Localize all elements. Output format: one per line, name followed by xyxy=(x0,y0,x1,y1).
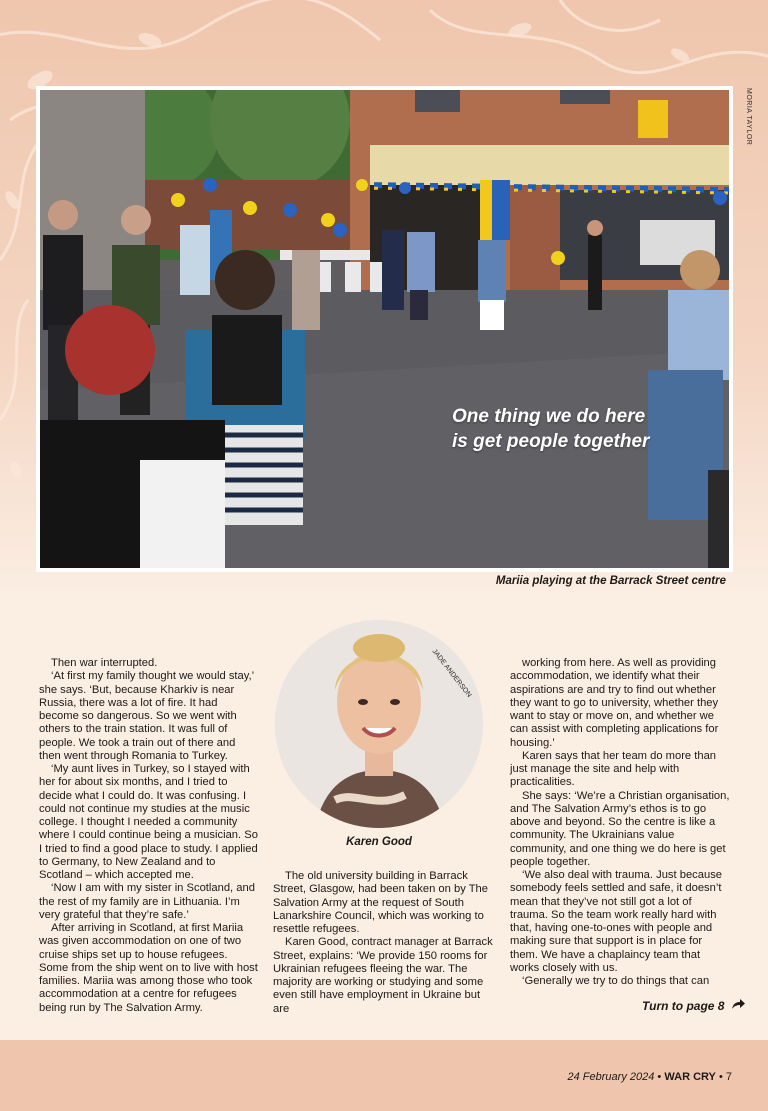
paragraph: Karen Good, contract manager at Barrack Street, explains: ‘We provide 150 rooms for Ukrainian refugees fleeing the war. The majority are working or studying and some even still have employment in Ukraine but are xyxy=(273,936,493,1015)
curved-arrow-icon xyxy=(731,999,745,1013)
feature-photo-frame xyxy=(36,86,733,572)
turn-page-label: Turn to page 8 xyxy=(642,999,725,1013)
paragraph: Karen says that her team do more than just manage the site and help with practicalities. xyxy=(510,749,717,789)
paragraph: The old university building in Barrack Street, Glasgow, had been taken on by The Salvation Army at the request of South Lanarkshire Council, which was working to resettle refugees. xyxy=(273,870,488,935)
article-column-3 xyxy=(510,657,732,988)
paragraph: After arriving in Scotland, at first Mariia was given accommodation on one of two cruise ships set up to house refugees. Some from the ship went on to live with host families. Mariia was among those who took accommodation at a centre for refugees being run by The Salvation Army. xyxy=(39,922,258,1014)
paragraph: ‘Generally we try to do things that can xyxy=(522,975,710,987)
publication-name: WAR CRY xyxy=(664,1071,716,1083)
paragraph: Then war interrupted. xyxy=(51,657,158,669)
paragraph: ‘We also deal with trauma. Just because somebody feels settled and safe, it doesn’t mean that they’ve not still got a lot of trauma. So the team work really hard with that, having one-to-ones with people and making sure that support is in place for them. We have a chaplaincy team that works closely with us. xyxy=(510,869,723,974)
pull-quote: One thing we do here is get people together xyxy=(452,406,650,452)
turn-page-link[interactable] xyxy=(642,999,745,1013)
page-number: 7 xyxy=(725,1071,732,1083)
footer-separator: • xyxy=(718,1071,723,1083)
feature-photo xyxy=(40,90,729,568)
page-footer xyxy=(568,1071,732,1083)
article-column-2 xyxy=(273,870,495,1016)
portrait-photo xyxy=(275,620,483,828)
paragraph: ‘At first my family thought we would stay,’ she says. ‘But, because Kharkiv is near Russia, there was a lot of fire. It had become so dangerous. So we went with others to the train station. It was full of people. We took a train out of there and then went through Romania to Turkey. xyxy=(39,670,254,762)
portrait-caption: Karen Good xyxy=(346,836,412,848)
paragraph: ‘My aunt lives in Turkey, so I stayed with her for about six months, and I tried to decide what I could do. It was confusing. I could not continue my studies at the music college. I thought I needed a community where I could continue being a musician. So I tried to find a good place to study. I applied to Germany, to New Zealand and to Scotland – which accepted me. xyxy=(39,763,258,881)
courtyard-scene-illustration xyxy=(40,90,729,568)
paragraph: She says: ‘We’re a Christian organisation, and The Salvation Army’s ethos is to go above and beyond. So the centre is like a community. The Ukrainians value community, and one thing we do here is get people together. xyxy=(510,789,730,868)
paragraph: ‘Now I am with my sister in Scotland, and the rest of my family are in Lithuania. I’m very grateful that they’re safe.’ xyxy=(39,882,255,921)
footer-separator: • xyxy=(657,1071,662,1083)
photo-credit: MORIA TAYLOR xyxy=(745,88,752,146)
issue-date: 24 February 2024 xyxy=(567,1071,655,1083)
photo-caption: Mariia playing at the Barrack Street centre xyxy=(495,575,726,587)
article-column-1 xyxy=(39,657,259,1015)
portrait-credit: JADE ANDERSON xyxy=(430,648,473,699)
paragraph: working from here. As well as providing accommodation, we identify what their aspirations are and try to find out whether they want to go to university, whether they want to stay or move on, and whether we can assist with completing applications for housing.’ xyxy=(510,657,719,749)
portrait-illustration xyxy=(275,620,483,828)
